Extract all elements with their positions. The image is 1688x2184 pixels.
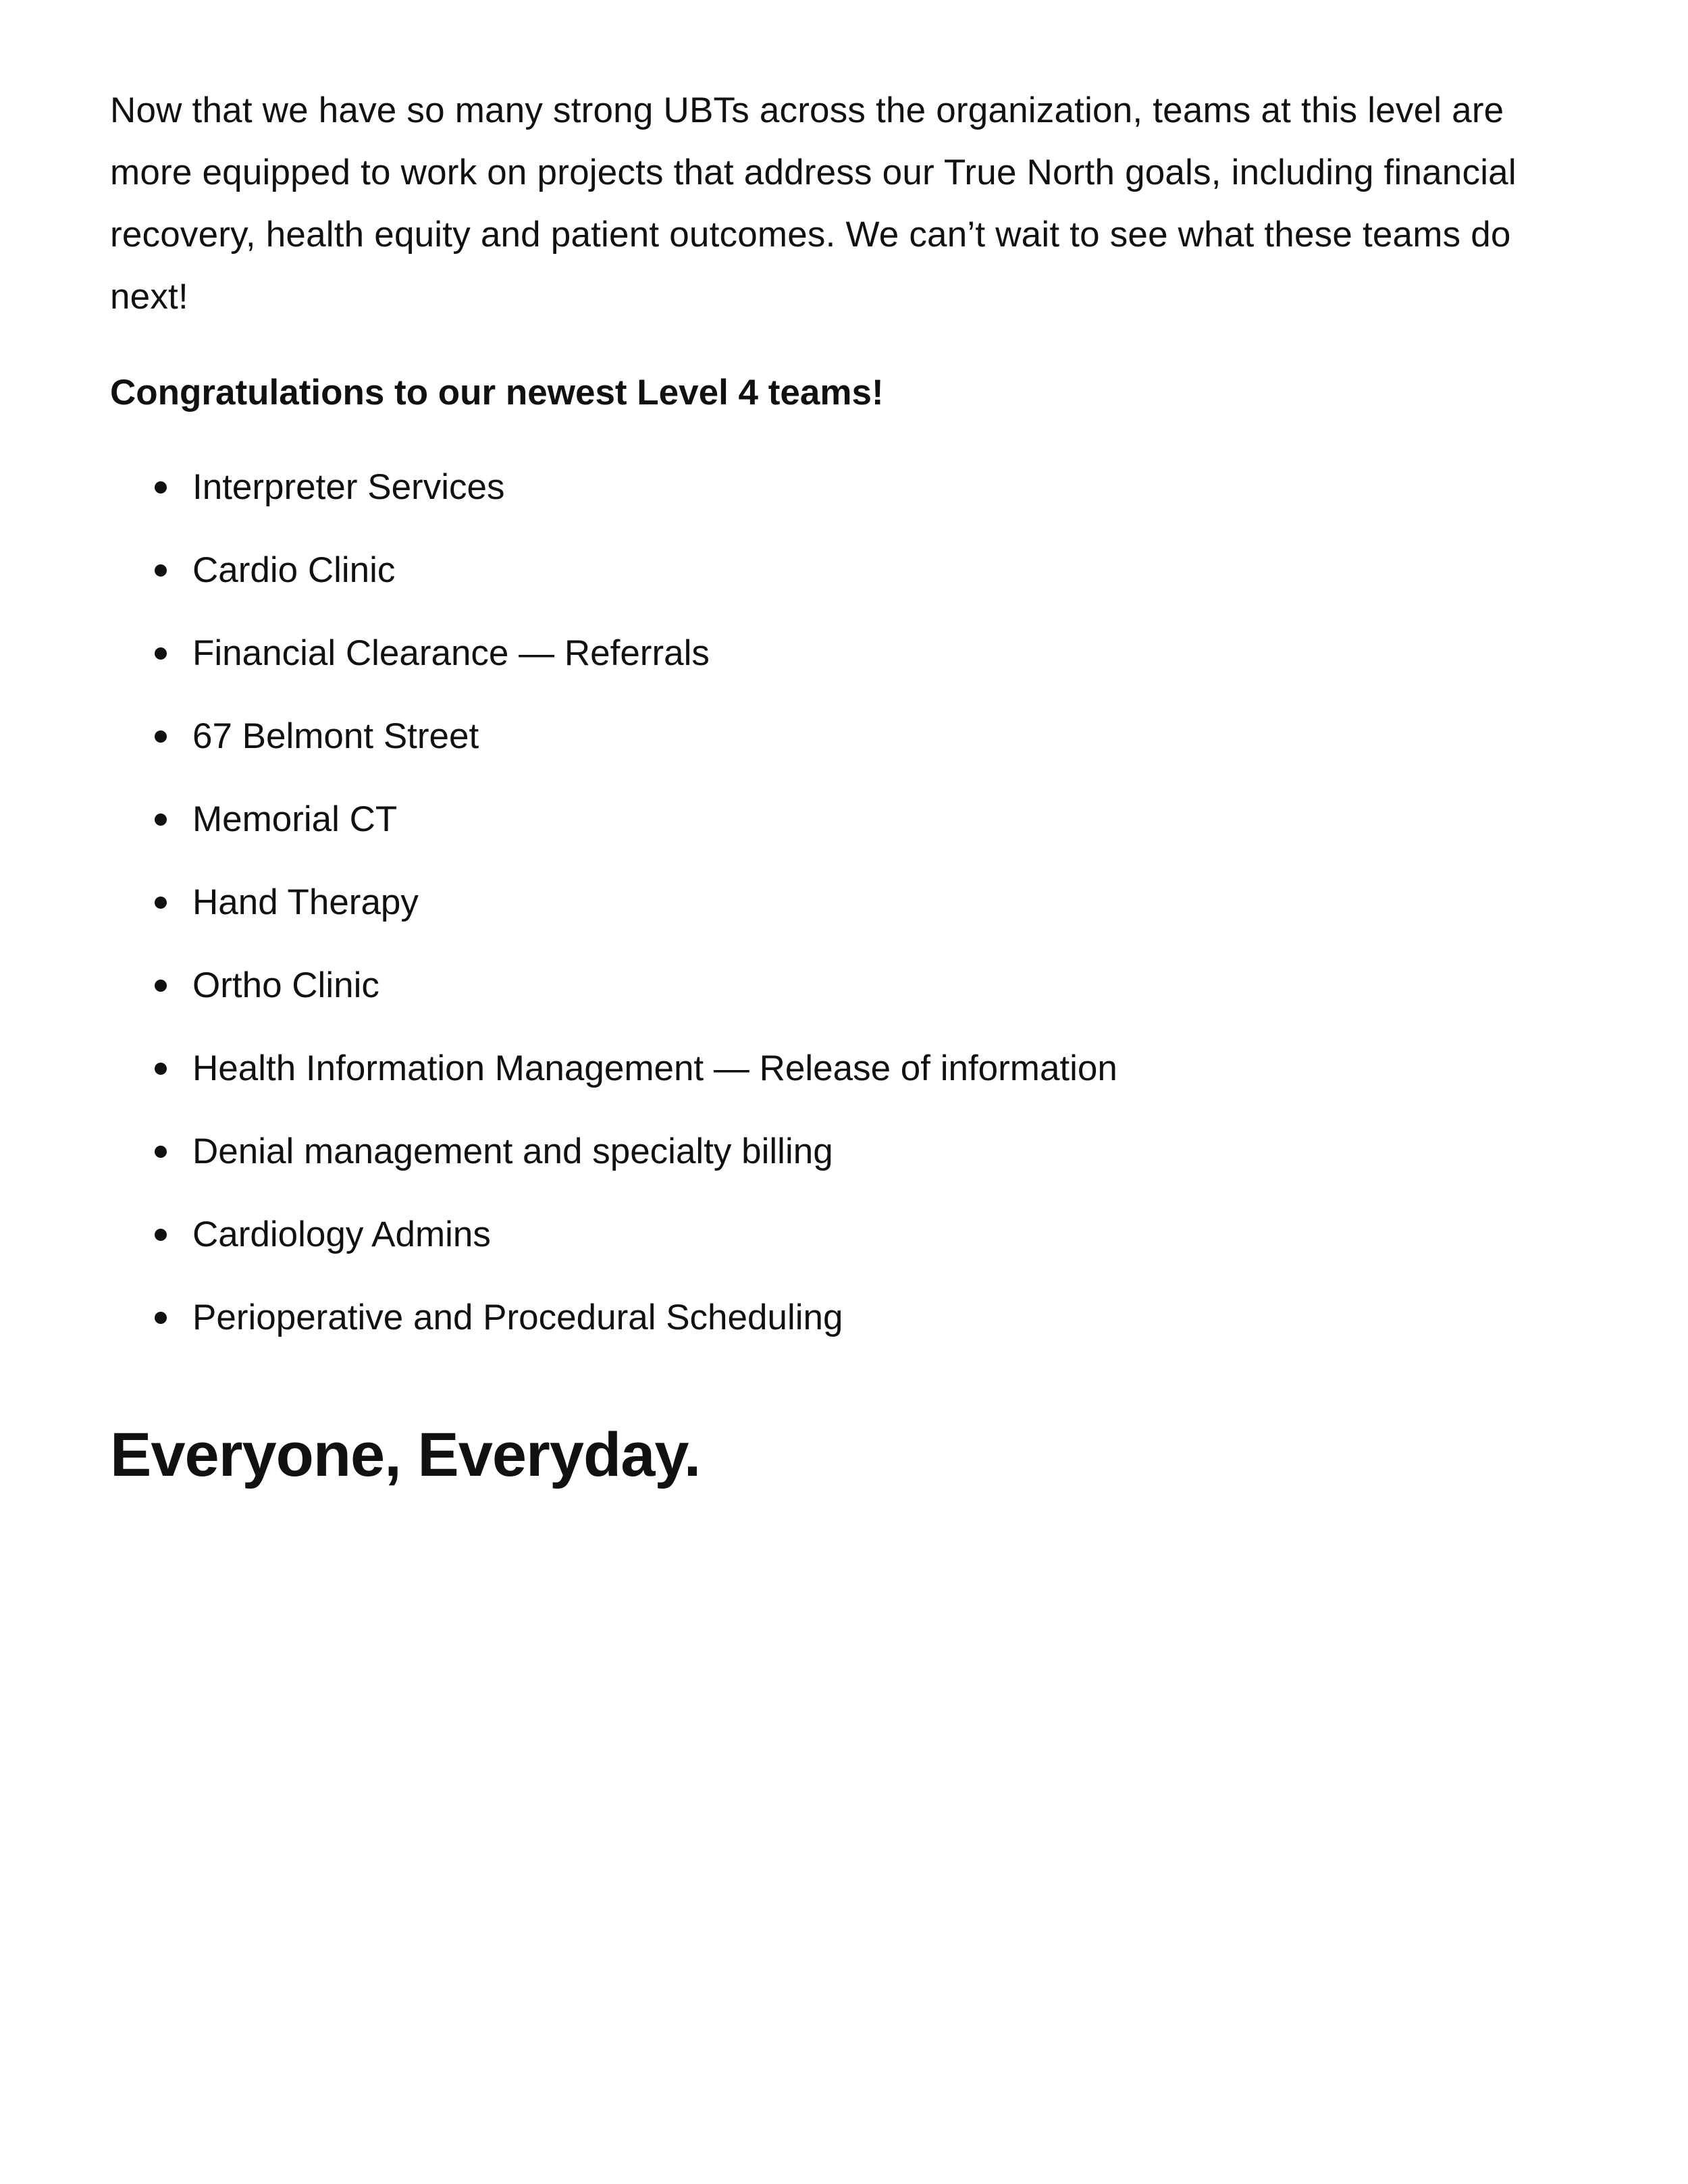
list-item	[110, 622, 1595, 705]
team-name: Perioperative and Procedural Scheduling	[192, 1298, 843, 1337]
bullet-icon	[155, 1146, 167, 1158]
team-name: Ortho Clinic	[192, 965, 379, 1005]
bullet-icon	[155, 647, 167, 660]
list-item	[110, 955, 1595, 1038]
team-list	[110, 456, 1595, 1370]
list-item	[110, 539, 1595, 622]
bullet-icon	[155, 481, 167, 494]
team-name: Hand Therapy	[192, 882, 419, 922]
bullet-icon	[155, 1229, 167, 1241]
team-name: 67 Belmont Street	[192, 716, 479, 756]
congrats-heading: Congratulations to our newest Level 4 teams!	[110, 373, 884, 412]
list-item	[110, 705, 1595, 789]
bullet-icon	[155, 564, 167, 577]
bullet-icon	[155, 897, 167, 909]
list-item	[110, 789, 1595, 872]
article-body	[110, 80, 1595, 1495]
team-name: Denial management and specialty billing	[192, 1131, 833, 1171]
list-item	[110, 456, 1595, 539]
list-item	[110, 1038, 1595, 1121]
team-name: Cardiology Admins	[192, 1215, 491, 1254]
closing-heading: Everyone, Everyday.	[110, 1420, 701, 1489]
team-name: Financial Clearance — Referrals	[192, 633, 710, 673]
bullet-icon	[155, 814, 167, 826]
team-name: Cardio Clinic	[192, 550, 396, 590]
team-name: Memorial CT	[192, 799, 398, 839]
bullet-icon	[155, 1063, 167, 1075]
list-item	[110, 1204, 1595, 1287]
bullet-icon	[155, 1312, 167, 1324]
bullet-icon	[155, 730, 167, 743]
list-item	[110, 872, 1595, 955]
bullet-icon	[155, 980, 167, 992]
intro-paragraph: Now that we have so many strong UBTs across the organization, teams at this level are more equipped to work on projects that address our True North goals, including financial recovery, health equity and patient outcomes. We can’t wait to see what these teams do next!	[110, 90, 1516, 317]
team-name: Interpreter Services	[192, 467, 505, 507]
list-item	[110, 1287, 1595, 1370]
list-item	[110, 1121, 1595, 1204]
team-name: Health Information Management — Release of information	[192, 1048, 1117, 1088]
